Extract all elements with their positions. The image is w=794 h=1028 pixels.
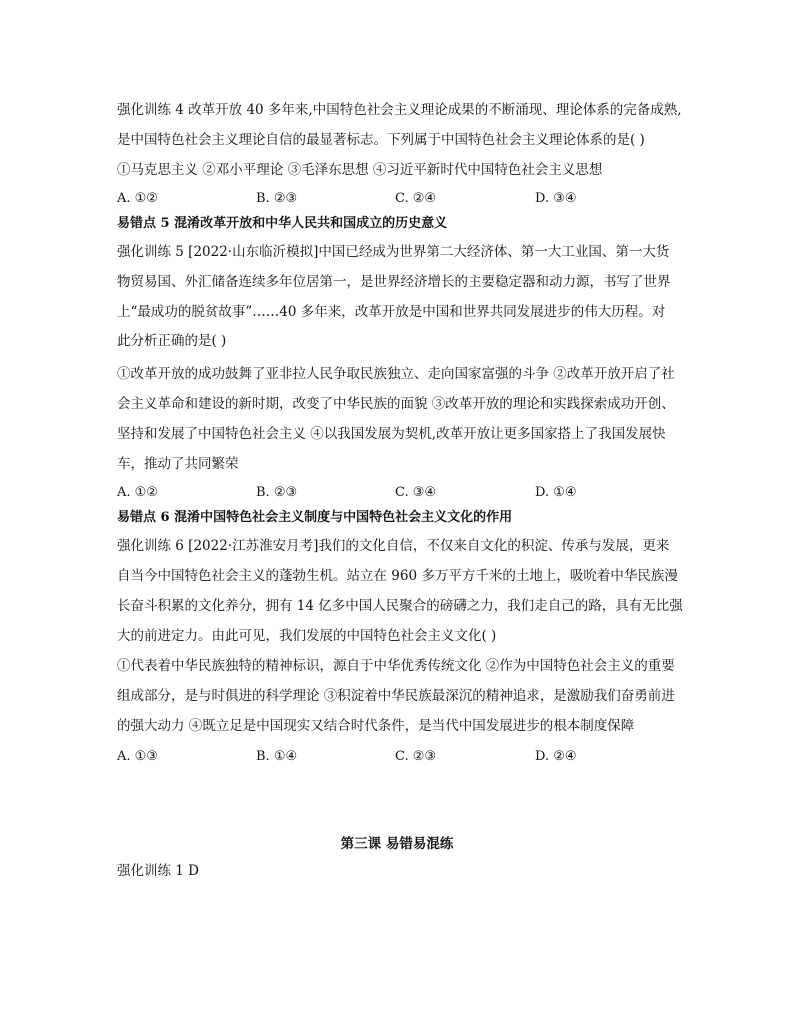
q5-stem-line-1: 强化训练 5 [2022·山东临沂模拟]中国已经成为世界第二大经济体、第一大工业国、第一大货 (117, 244, 670, 260)
q5-option-a[interactable]: A. ①② (117, 485, 158, 500)
q5-statement-line-4: 车，推动了共同繁荣 (117, 456, 239, 472)
q6-options (117, 747, 677, 767)
q6-stem-line-2: 自当今中国特色社会主义的蓬勃生机。站立在 960 多万平方千米的土地上，吸吮着中华民族漫 (117, 568, 678, 584)
q4-statements: ①马克思主义 ②邓小平理论 ③毛泽东思想 ④习近平新时代中国特色社会主义思想 (117, 162, 603, 178)
q6-option-c[interactable]: C. ②③ (395, 749, 437, 764)
answers-section-title: 第三课 易错易混练 (340, 836, 454, 852)
q6-option-a[interactable]: A. ①③ (117, 749, 158, 764)
q5-option-b[interactable]: B. ②③ (256, 485, 298, 500)
q6-statement-line-1: ①代表着中华民族独特的精神标识，源自于中华优秀传统文化 ②作为中国特色社会主义的重要 (117, 658, 675, 674)
q5-statement-line-3: 坚持和发展了中国特色社会主义 ④以我国发展为契机,改革开放让更多国家搭上了我国发展快 (117, 426, 666, 442)
q4-stem-line-2: 是中国特色社会主义理论自信的最显著标志。下列属于中国特色社会主义理论体系的是( ) (117, 132, 645, 148)
q6-statement-line-2: 组成部分，是与时俱进的科学理论 ③积淀着中华民族最深沉的精神追求，是激励我们奋勇前进 (117, 688, 675, 704)
q6-statement-line-3: 的强大动力 ④既立足是中国现实又结合时代条件，是当代中国发展进步的根本制度保障 (117, 718, 635, 734)
q5-statement-line-1: ①改革开放的成功鼓舞了亚非拉人民争取民族独立、走向国家富强的斗争 ②改革开放开启了社 (117, 366, 675, 382)
q6-option-b[interactable]: B. ①④ (256, 749, 298, 764)
error-point-6-heading: 易错点 6 混淆中国特色社会主义制度与中国特色社会主义文化的作用 (117, 510, 513, 525)
q4-stem-line-1: 强化训练 4 改革开放 40 多年来,中国特色社会主义理论成果的不断涌现、理论体系的完备成熟, (117, 102, 682, 118)
q4-option-b[interactable]: B. ②③ (256, 191, 298, 206)
q5-option-d[interactable]: D. ①④ (535, 485, 577, 500)
q4-options (117, 189, 677, 209)
answer-q1: 强化训练 1 D (117, 863, 199, 879)
q6-option-d[interactable]: D. ②④ (535, 749, 577, 764)
q6-stem-line-1: 强化训练 6 [2022·江苏淮安月考]我们的文化自信，不仅来自文化的积淀、传承与发展，更来 (117, 538, 670, 554)
q6-stem-line-4: 大的前进定力。由此可见，我们发展的中国特色社会主义文化( ) (117, 628, 497, 644)
q5-option-c[interactable]: C. ③④ (395, 485, 437, 500)
error-point-5-heading: 易错点 5 混淆改革开放和中华人民共和国成立的历史意义 (117, 216, 448, 231)
q6-stem-line-3: 长奋斗积累的文化养分，拥有 14 亿多中国人民聚合的磅礴之力，我们走自己的路，具有无比强 (117, 598, 683, 614)
q5-stem-line-4: 此分析正确的是( ) (117, 333, 227, 349)
q5-stem-line-2: 物贸易国、外汇储备连续多年位居第一，是世界经济增长的主要稳定器和动力源，书写了世界 (117, 274, 671, 290)
q4-option-a[interactable]: A. ①② (117, 191, 158, 206)
q5-options (117, 483, 677, 503)
q5-stem-line-3: 上“最成功的脱贫故事”……40 多年来，改革开放是中国和世界共同发展进步的伟大历程。对 (117, 304, 666, 320)
q4-option-c[interactable]: C. ②④ (395, 191, 437, 206)
q5-statement-line-2: 会主义革命和建设的新时期，改变了中华民族的面貌 ③改革开放的理论和实践探索成功开创、 (117, 396, 675, 412)
q4-option-d[interactable]: D. ③④ (535, 191, 577, 206)
